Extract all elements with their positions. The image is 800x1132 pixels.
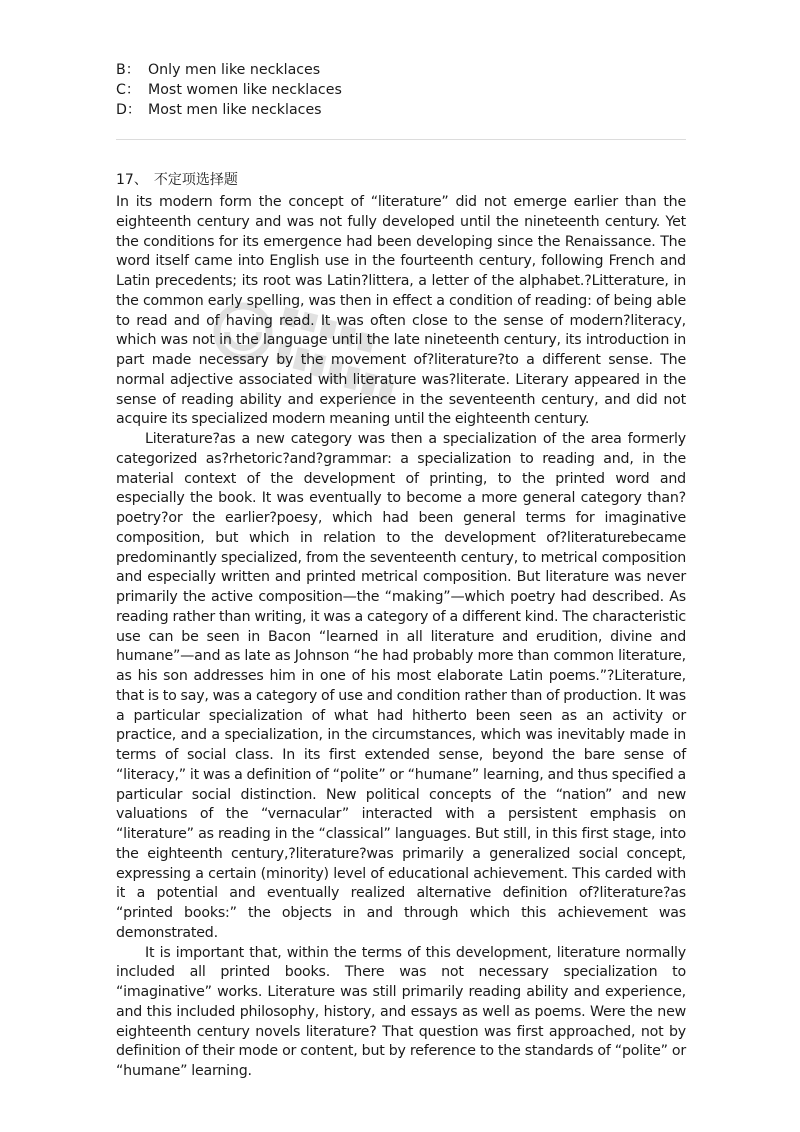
passage-paragraph: Literature?as a new category was then a specialization of the area formerly categorized as?rhetoric?and?grammar: a specialization to reading and, in the material context of the development of printing, to the printed word and especially the book. It was eventually to become a more general category than?poetry?or the earlier?poesy, which had been general terms for imaginative composition, but which in relation to the development of?literaturebecame predominantly specialized, from the seventeenth century, to metrical composition and especially written and printed metrical composition. But literature was never primarily the active composition—the “making”—which poetry had described. As reading rather than writing, it was a category of a different kind. The characteristic use can be seen in Bacon “learned in all literature and erudition, divine and humane”—and as late as Johnson “he had probably more than common literature, as his son addresses him in one of his most elaborate Latin poems.”?Literature, that is to say, was a category of use and condition rather than of production. It was a particular specialization of what had hitherto been seen as an activity or practice, and a specialization, in the circumstances, which was inevitably made in terms of social class. In its first extended sense, beyond the bare sense of “literacy,” it was a definition of “polite” or “humane” learning, and thus specified a particular social distinction. New political concepts of the “nation” and new valuations of the “vernacular” interacted with a persistent emphasis on “literature” as reading in the “classical” languages. But still, in this first stage, into the eighteenth century,?literature?was primarily a generalized social concept, expressing a certain (minority) level of educational achievement. This carded with it a potential and eventually realized alternative definition of?literature?as “printed books:” the objects in and through which this achievement was demonstrated. [116,431,686,941]
answer-options [116,60,686,120]
option-key: D： [116,102,142,118]
option-text: Most women like necklaces [148,82,342,98]
section-divider [116,139,686,140]
option-key: C： [116,82,141,98]
page-content [116,60,686,1082]
option-b[interactable] [116,60,686,80]
option-d[interactable] [116,100,686,120]
passage-paragraph: In its modern form the concept of “literature” did not emerge earlier than the eighteenth century and was not fully developed until the nineteenth century. Yet the conditions for its emergence had been developing since the Renaissance. The word itself came into English use in the fourteenth century, following French and Latin precedents; its root was Latin?littera, a letter of the alphabet.?Litterature, in the common early spelling, was then in effect a condition of reading: of being able to read and of having read. It was often close to the sense of modern?literacy, which was not in the language until the late nineteenth century, its introduction in part made necessary by the movement of?literature?to a different sense. The normal adjective associated with literature was?literate. Literary appeared in the sense of reading ability and experience in the seventeenth century, and did not acquire its specialized modern meaning until the eighteenth century. [116,194,686,428]
passage-paragraph: It is important that, within the terms of this development, literature normally included all printed books. There was not necessary specialization to “imaginative” works. Literature was still primarily reading ability and experience, and this included philosophy, history, and essays as well as poems. Were the new eighteenth century novels literature? That question was first approached, not by definition of their mode or content, but by reference to the standards of “polite” or “humane” learning. [116,944,686,1079]
option-key: B： [116,62,140,78]
question-type: 不定项选择题 [153,172,238,188]
question-number: 17、 [116,172,148,188]
option-c[interactable] [116,80,686,100]
question-header [116,170,686,190]
option-text: Only men like necklaces [148,62,321,78]
option-text: Most men like necklaces [148,102,322,118]
question-passage [116,193,686,1082]
